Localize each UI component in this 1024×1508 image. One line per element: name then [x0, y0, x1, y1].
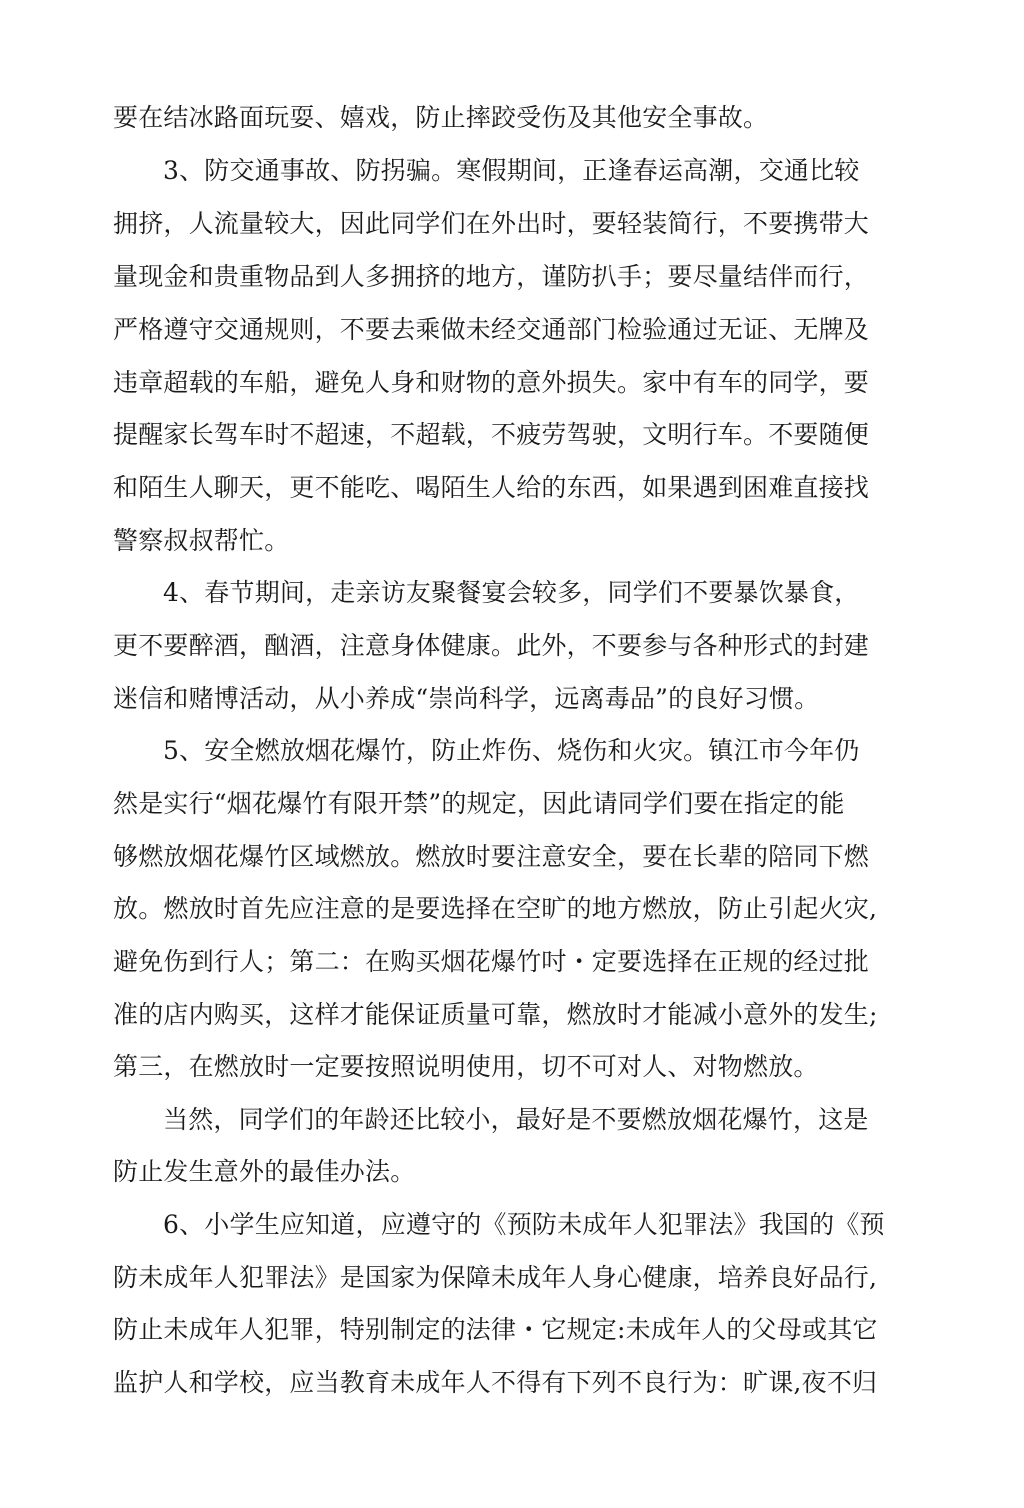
- paragraph-4-line: 4、春节期间，走亲访友聚餐宴会较多，同学们不要暴饮暴食，: [163, 578, 860, 607]
- text-line: 严格遵守交通规则，不要去乘做未经交通部门检验通过无证、无牌及: [113, 315, 870, 344]
- text-line: 防止未成年人犯罪，特别制定的法律・它规定:未成年人的父母或其它: [113, 1315, 878, 1344]
- paragraph-5-line: 5、安全燃放烟花爆竹，防止炸伤、烧伤和火灾。镇江市今年仍: [163, 736, 860, 765]
- text-line: 要在结冰路面玩耍、嬉戏，防止摔跤受伤及其他安全事故。: [113, 103, 769, 132]
- text-line: 准的店内购买，这样才能保证质量可靠，燃放时才能减小意外的发生;: [113, 1000, 878, 1029]
- text-line: 放。燃放时首先应注意的是要选择在空旷的地方燃放，防止引起火灾,: [113, 894, 878, 923]
- text-line: 警察叔叔帮忙。: [113, 526, 290, 555]
- text-line: 够燃放烟花爆竹区域燃放。燃放时要注意安全，要在长辈的陪同下燃: [113, 842, 870, 871]
- text-line: 防未成年人犯罪法》是国家为保障未成年人身心健康，培养良好品行,: [113, 1263, 878, 1292]
- text-line: 避免伤到行人；第二：在购买烟花爆竹吋・定要选择在正规的经过批: [113, 947, 870, 976]
- paragraph-6-line: 6、小学生应知道，应遵守的《预防未成年人犯罪法》我国的《预: [163, 1210, 885, 1239]
- text-line: 和陌生人聊天，更不能吃、喝陌生人给的东西，如果遇到困难直接找: [113, 473, 870, 502]
- text-line: 拥挤，人流量较大，因此同学们在外出时，要轻装简行，不要携带大: [113, 209, 870, 238]
- text-line: 迷信和赌博活动，从小养成“崇尚科学，远离毒品”的良好习惯。: [113, 684, 820, 713]
- text-line: 第三，在燃放时一定要按照说明使用，切不可对人、对物燃放。: [113, 1052, 819, 1081]
- text-line: 违章超载的车船，避免人身和财物的意外损失。家中有车的同学，要: [113, 368, 870, 397]
- text-line: 然是实行“烟花爆竹有限开禁”的规定，因此请同学们要在指定的能: [113, 789, 845, 818]
- text-line: 更不要醉酒，酗酒，注意身体健康。此外，不要参与各种形式的封建: [113, 631, 870, 660]
- text-line: 提醒家长驾车时不超速，不超载，不疲劳驾驶，文明行车。不要随便: [113, 420, 870, 449]
- text-line: 量现金和贵重物品到人多拥挤的地方，谨防扒手；要尽量结伴而行，: [113, 262, 870, 291]
- text-line: 防止发生意外的最佳办法。: [113, 1157, 416, 1186]
- paragraph-note-line: 当然，同学们的年龄还比较小，最好是不要燃放烟花爆竹，这是: [163, 1105, 869, 1134]
- paragraph-3-line: 3、防交通事故、防拐骗。寒假期间，正逢春运高潮，交通比较: [163, 156, 860, 185]
- text-line: 监护人和学校，应当教育未成年人不得有下列不良行为：旷课,夜不归: [113, 1368, 878, 1397]
